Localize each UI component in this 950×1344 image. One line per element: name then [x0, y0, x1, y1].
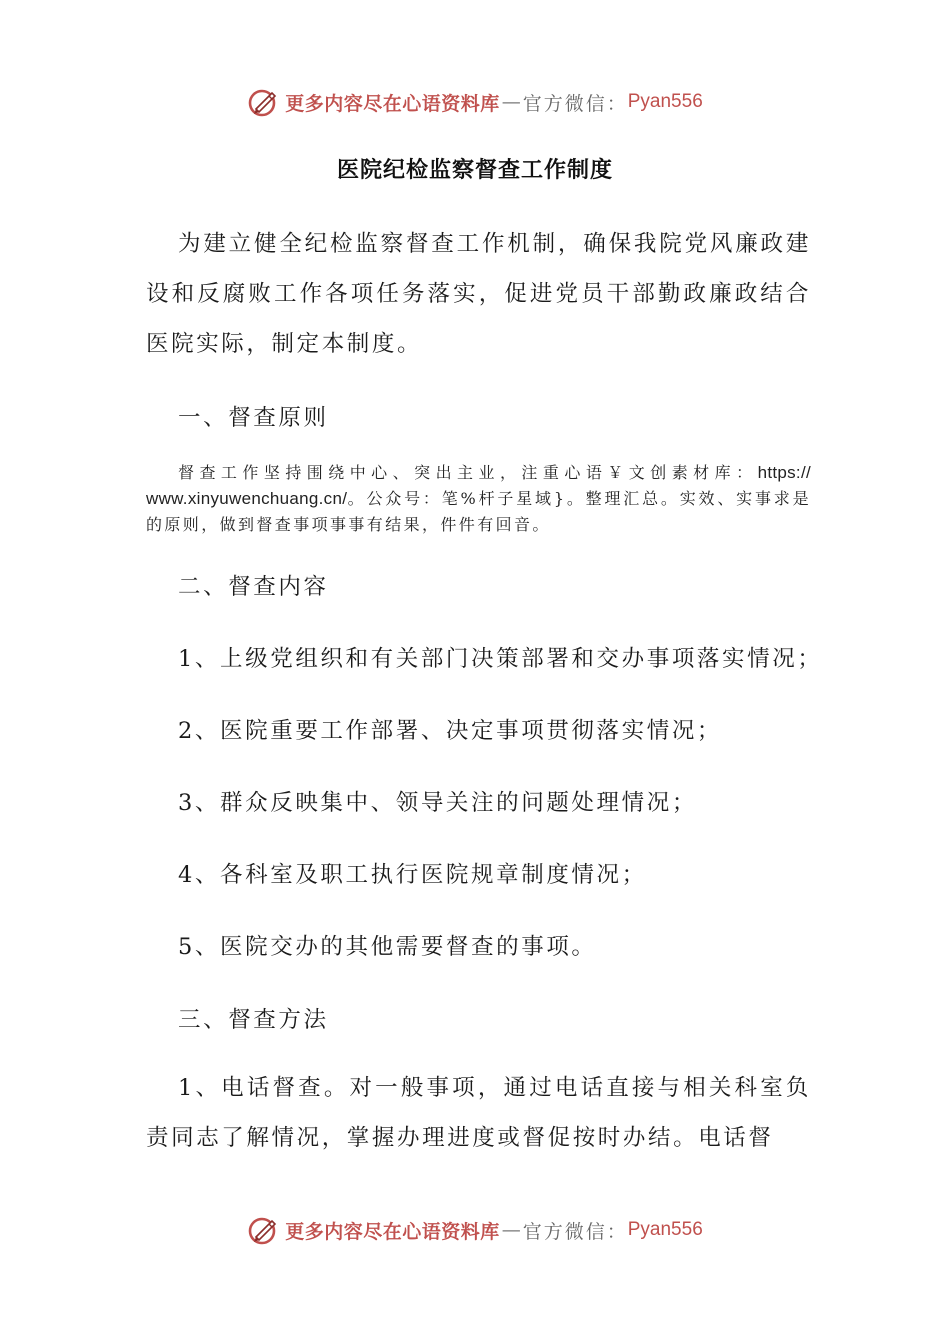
section1-text-a: 督查工作坚持围绕中心、突出主业，注重心语￥文创素材库： — [178, 463, 758, 482]
section1-heading: 一、督查原则 — [178, 405, 329, 431]
banner-site-text: 更多内容尽在心语资料库 — [285, 92, 500, 115]
pen-logo-icon — [247, 85, 281, 119]
section3-heading: 三、督查方法 — [178, 1007, 329, 1033]
banner-separator: — — [501, 91, 521, 113]
section1-url-a: https:// — [757, 463, 811, 482]
list-item: 5、医院交办的其他需要督查的事项。 — [178, 934, 597, 960]
intro-paragraph: 为建立健全纪检监察督查工作机制，确保我院党风廉政建设和反腐败工作各项任务落实，促进党员干部勤政廉政结合医院实际，制定本制度。 — [146, 231, 811, 357]
banner-official-label: 官方微信： — [522, 92, 628, 115]
banner-wechat-id: Pyan556 — [627, 1219, 703, 1240]
section2-heading: 二、督查内容 — [178, 574, 329, 600]
list-item: 3、群众反映集中、领导关注的问题处理情况； — [178, 790, 697, 816]
banner-official-label: 官方微信： — [522, 1220, 628, 1243]
document-title: 医院纪检监察督查工作制度 — [336, 157, 613, 183]
method1-paragraph: 1、电话督查。对一般事项，通过电话直接与相关科室负责同志了解情况，掌握办理进度或督促按时办结。电话督 — [146, 1075, 811, 1151]
section1-paragraph — [146, 460, 811, 538]
banner-site-text: 更多内容尽在心语资料库 — [285, 1220, 500, 1243]
section1-url-b: www.xinyuwenchuang.cn/ — [146, 489, 348, 508]
header-banner — [0, 82, 950, 122]
pen-logo-icon — [247, 1213, 281, 1247]
list-item: 1、上级党组织和有关部门决策部署和交办事项落实情况； — [178, 646, 823, 672]
banner-separator: — — [501, 1219, 521, 1241]
list-item: 2、医院重要工作部署、决定事项贯彻落实情况； — [178, 718, 723, 744]
footer-banner — [0, 1210, 950, 1250]
banner-wechat-id: Pyan556 — [627, 91, 703, 112]
section1-text-b: 。公众号：笔%杆子星域}。整理汇总。实效、实事求是的原则，做到督查事项事事有结果，件件有回音。 — [146, 489, 811, 534]
list-item: 4、各科室及职工执行医院规章制度情况； — [178, 862, 647, 888]
